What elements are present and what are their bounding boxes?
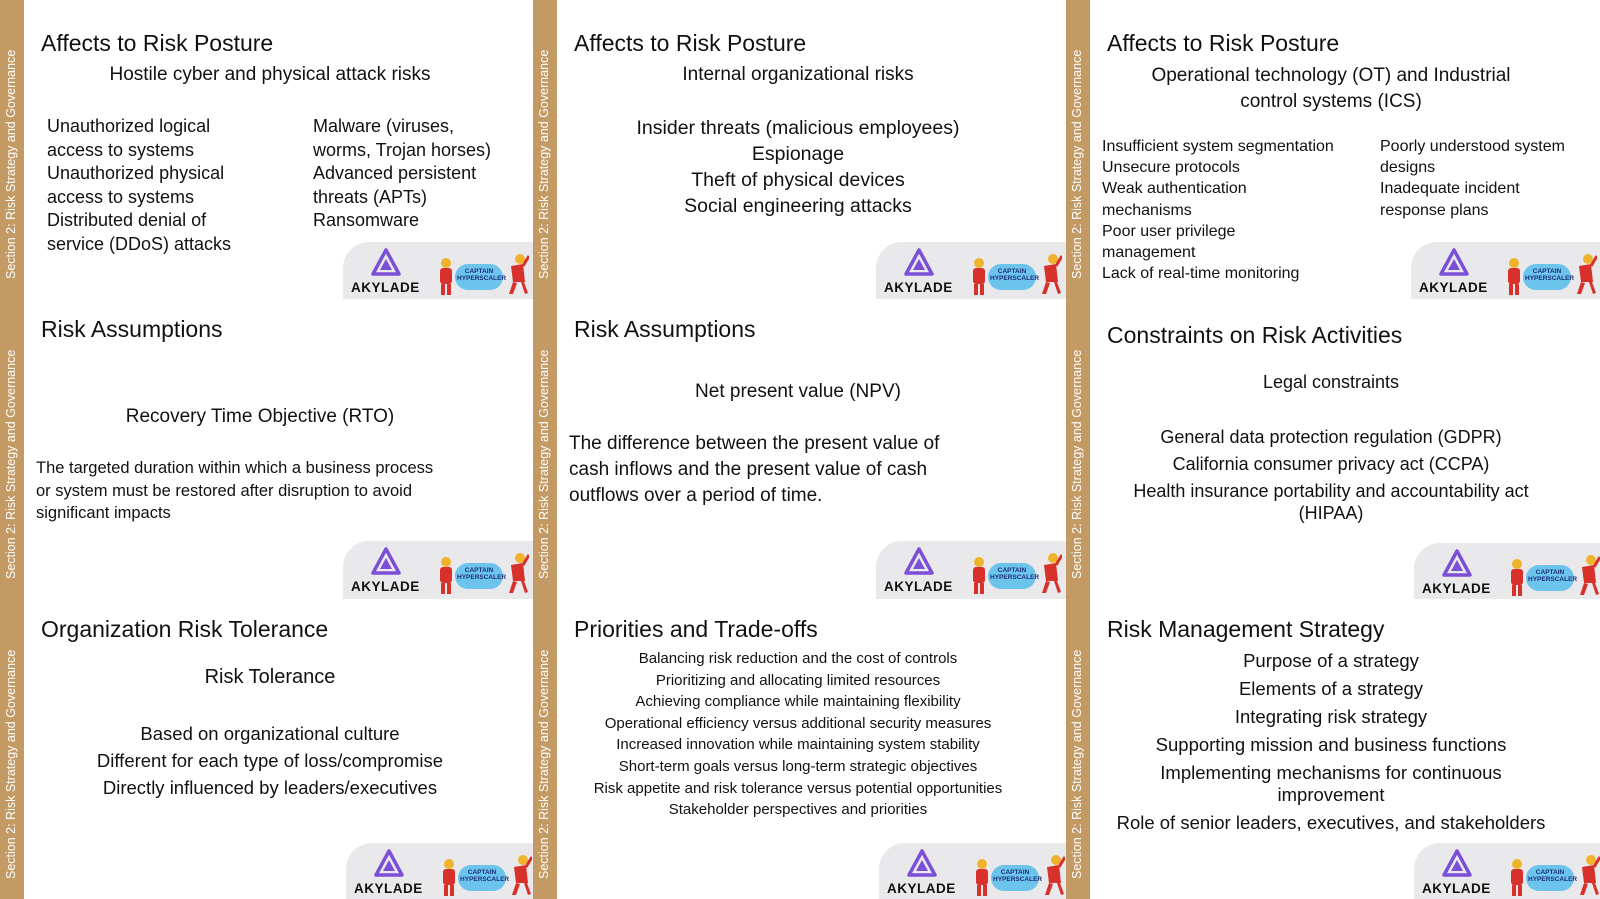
list-item: Inadequate incident (1380, 180, 1520, 198)
mascot-line2: HYPERSCALER (1528, 576, 1578, 583)
cloud-mascot-badge (455, 563, 507, 589)
slide-subtitle: Legal constraints (1262, 372, 1400, 392)
slide-risk-management-strategy (1066, 599, 1600, 899)
hero-mascot-icon (438, 857, 460, 897)
akylade-logo-icon (1442, 849, 1472, 877)
slide-priorities-tradeoffs (533, 599, 1066, 899)
slide-internal-risks (533, 0, 1066, 299)
slide-rto (0, 299, 533, 599)
list-item: Purpose of a strategy (1243, 650, 1419, 671)
list-item: Lack of real-time monitoring (1102, 265, 1300, 283)
hero-mascot-icon (435, 256, 457, 296)
list-item: General data protection regulation (GDPR) (1160, 427, 1502, 447)
slide-title: Risk Management Strategy (1107, 616, 1385, 642)
brand-footer (1414, 543, 1600, 599)
section-band (0, 0, 24, 299)
list-item: Increased innovation while maintaining system stability (616, 736, 980, 754)
left-column (47, 115, 231, 256)
hero-mascot-flying-icon (506, 853, 532, 897)
mascot-line2: HYPERSCALER (457, 574, 507, 581)
definition-text (569, 431, 939, 509)
mascot-line2: HYPERSCALER (1528, 876, 1578, 883)
slide-subtitle: Hostile cyber and physical attack risks (109, 64, 431, 85)
mascot-line1: CAPTAIN (997, 268, 1027, 275)
definition-text (36, 457, 433, 525)
akylade-logo-icon (371, 547, 401, 575)
section-label: Section 2: Risk Strategy and Governance (537, 649, 551, 879)
mascot-line2: HYPERSCALER (1525, 275, 1575, 282)
list-item: Supporting mission and business functions (1155, 734, 1507, 755)
section-label: Section 2: Risk Strategy and Governance (1070, 49, 1084, 279)
slide-legal-constraints (1066, 299, 1600, 599)
slide-hostile-risks (0, 0, 533, 299)
slide-title: Organization Risk Tolerance (41, 616, 329, 642)
cloud-mascot-badge (1523, 264, 1575, 290)
hero-mascot-icon (971, 857, 993, 897)
mascot-line1: CAPTAIN (464, 567, 494, 574)
list-item: Implementing mechanisms for continuous (1160, 762, 1502, 783)
list-item: access to systems (47, 139, 195, 160)
mascot-line1: CAPTAIN (997, 567, 1027, 574)
akylade-logo-icon (904, 248, 934, 276)
list-item: Different for each type of loss/compromise (96, 750, 444, 771)
list-item: Theft of physical devices (691, 169, 905, 191)
section-label: Section 2: Risk Strategy and Governance (1070, 349, 1084, 579)
cloud-mascot-badge (455, 264, 507, 290)
list-item: Poorly understood system (1380, 138, 1565, 155)
akylade-logo-icon (904, 547, 934, 575)
mascot-line1: CAPTAIN (1000, 869, 1030, 876)
section-band (0, 599, 24, 899)
list-item: (HIPAA) (1298, 503, 1364, 523)
cloud-mascot-badge (1526, 865, 1578, 891)
left-column (1102, 136, 1334, 284)
list-item: Unauthorized physical (47, 163, 225, 183)
text-line: The difference between the present value of (569, 433, 940, 454)
list-item: response plans (1380, 201, 1489, 219)
brand-footer (879, 843, 1066, 899)
list-item: Operational efficiency versus additional security measures (604, 714, 992, 732)
mascot-line2: HYPERSCALER (990, 275, 1040, 282)
brand-name: AKYLADE (351, 579, 420, 594)
mascot-line1: CAPTAIN (1532, 268, 1562, 275)
list-item: Stakeholder perspectives and priorities (668, 801, 928, 819)
list-item: Espionage (751, 143, 845, 165)
list-item: Achieving compliance while maintaining flexibility (635, 693, 961, 711)
hero-mascot-icon (968, 256, 990, 296)
slide-title: Affects to Risk Posture (574, 30, 807, 56)
brand-name: AKYLADE (1422, 581, 1491, 596)
hero-mascot-icon (1506, 857, 1528, 897)
list-item: California consumer privacy act (CCPA) (1172, 454, 1490, 474)
slide-risk-tolerance (0, 599, 533, 899)
text-line: The targeted duration within which a business process (36, 459, 434, 477)
section-label: Section 2: Risk Strategy and Governance (537, 349, 551, 579)
slide-title: Affects to Risk Posture (41, 30, 274, 56)
list-item: Ransomware (313, 210, 420, 230)
list-item: Risk appetite and risk tolerance versus potential opportunities (593, 779, 1003, 797)
list-item: Integrating risk strategy (1234, 706, 1428, 727)
hero-mascot-flying-icon (1574, 853, 1600, 897)
brand-footer (346, 843, 533, 899)
text-line: significant impacts (36, 504, 171, 522)
brand-name: AKYLADE (351, 280, 420, 295)
slide-title: Priorities and Trade-offs (574, 616, 818, 642)
cloud-mascot-badge (988, 264, 1040, 290)
akylade-logo-icon (371, 248, 401, 276)
list-item: Poor user privilege (1102, 222, 1236, 240)
list-item: threats (APTs) (313, 186, 428, 207)
list-item: Advanced persistent (313, 163, 477, 183)
hero-mascot-flying-icon (1574, 553, 1600, 597)
subtitle-line: Operational technology (OT) and Industrial (1151, 65, 1511, 86)
cloud-mascot-badge (988, 563, 1040, 589)
list-item: Distributed denial of (47, 210, 207, 230)
list-item: Elements of a strategy (1238, 678, 1424, 699)
text-line: or system must be restored after disruption to avoid (36, 481, 413, 500)
section-band (533, 599, 557, 899)
mascot-line2: HYPERSCALER (990, 574, 1040, 581)
mascot-line2: HYPERSCALER (460, 876, 510, 883)
mascot-line1: CAPTAIN (464, 268, 494, 275)
list-item: Unauthorized logical (47, 116, 211, 136)
tradeoff-list (563, 648, 1033, 821)
list-item: Health insurance portability and accountability act (1133, 481, 1529, 501)
hero-mascot-flying-icon (1036, 252, 1062, 296)
subtitle-line: control systems (ICS) (1240, 91, 1422, 112)
list-item: worms, Trojan horses) (313, 139, 492, 160)
mascot-line2: HYPERSCALER (457, 275, 507, 282)
slide-subtitle (1086, 63, 1576, 115)
section-label: Section 2: Risk Strategy and Governance (4, 349, 18, 579)
akylade-logo-icon (1439, 248, 1469, 276)
brand-name: AKYLADE (884, 280, 953, 295)
section-band (1066, 0, 1090, 299)
section-band (0, 299, 24, 599)
brand-footer (1414, 843, 1600, 899)
brand-footer (343, 541, 533, 599)
list-item: Based on organizational culture (140, 723, 400, 744)
hero-mascot-icon (1503, 256, 1525, 296)
strategy-list (1086, 650, 1576, 834)
slide-subtitle: Internal organizational risks (682, 64, 914, 85)
right-column (313, 115, 491, 233)
brand-name: AKYLADE (1419, 280, 1488, 295)
text-line: outflows over a period of time. (569, 485, 823, 506)
text-line: cash inflows and the present value of cash (569, 459, 928, 480)
list-item: management (1102, 244, 1196, 262)
list-item: Role of senior leaders, executives, and stakeholders (1116, 812, 1546, 833)
brand-name: AKYLADE (1422, 881, 1491, 896)
list-item: Weak authentication (1102, 180, 1247, 198)
hero-mascot-flying-icon (1039, 853, 1065, 897)
list-item: designs (1380, 159, 1436, 177)
risk-list (573, 115, 1023, 219)
list-item: improvement (1277, 784, 1385, 805)
mascot-line1: CAPTAIN (467, 869, 497, 876)
slide-title: Risk Assumptions (41, 316, 223, 342)
slide-title: Constraints on Risk Activities (1107, 322, 1403, 348)
section-label: Section 2: Risk Strategy and Governance (4, 649, 18, 879)
list-item: Social engineering attacks (684, 195, 912, 217)
hero-mascot-flying-icon (503, 252, 529, 296)
hero-mascot-icon (1506, 557, 1528, 597)
akylade-logo-icon (374, 849, 404, 877)
akylade-logo-icon (1442, 549, 1472, 577)
slide-subtitle: Net present value (NPV) (695, 381, 901, 402)
section-band (533, 299, 557, 599)
list-item: Prioritizing and allocating limited resources (655, 671, 941, 689)
mascot-line1: CAPTAIN (1535, 569, 1565, 576)
mascot-line1: CAPTAIN (1535, 869, 1565, 876)
list-item: Unsecure protocols (1102, 159, 1240, 177)
slide-subtitle: Risk Tolerance (204, 666, 336, 688)
list-item: Malware (viruses, (313, 116, 455, 136)
brand-footer (1411, 242, 1600, 299)
cloud-mascot-badge (1526, 565, 1578, 591)
section-label: Section 2: Risk Strategy and Governance (4, 49, 18, 279)
brand-footer (876, 541, 1066, 599)
list-item: service (DDoS) attacks (47, 233, 232, 254)
slide-npv (533, 299, 1066, 599)
brand-name: AKYLADE (354, 881, 423, 896)
brand-name: AKYLADE (884, 579, 953, 594)
section-label: Section 2: Risk Strategy and Governance (1070, 649, 1084, 879)
mascot-line2: HYPERSCALER (993, 876, 1043, 883)
list-item: Short-term goals versus long-term strategic objectives (618, 757, 978, 775)
hero-mascot-flying-icon (1571, 252, 1597, 296)
list-item: Insufficient system segmentation (1102, 138, 1334, 155)
slide-subtitle: Recovery Time Objective (RTO) (125, 406, 395, 427)
section-band (533, 0, 557, 299)
slide-title: Affects to Risk Posture (1107, 30, 1340, 56)
list-item: mechanisms (1102, 201, 1192, 219)
right-column (1380, 136, 1565, 221)
brand-footer (343, 242, 533, 299)
hero-mascot-flying-icon (1036, 551, 1062, 595)
tolerance-list (40, 720, 500, 801)
section-label: Section 2: Risk Strategy and Governance (537, 49, 551, 279)
brand-footer (876, 242, 1066, 299)
brand-name: AKYLADE (887, 881, 956, 896)
list-item: Balancing risk reduction and the cost of controls (638, 650, 958, 667)
hero-mascot-icon (435, 555, 457, 595)
slide-ot-ics-risks (1066, 0, 1600, 299)
akylade-logo-icon (907, 849, 937, 877)
cloud-mascot-badge (991, 865, 1043, 891)
list-item: Insider threats (malicious employees) (636, 117, 960, 139)
hero-mascot-icon (968, 555, 990, 595)
list-item: Directly influenced by leaders/executives (102, 777, 438, 798)
section-band (1066, 299, 1090, 599)
law-list (1096, 426, 1566, 524)
hero-mascot-flying-icon (503, 551, 529, 595)
cloud-mascot-badge (458, 865, 510, 891)
slide-title: Risk Assumptions (574, 316, 756, 342)
list-item: access to systems (47, 186, 195, 207)
